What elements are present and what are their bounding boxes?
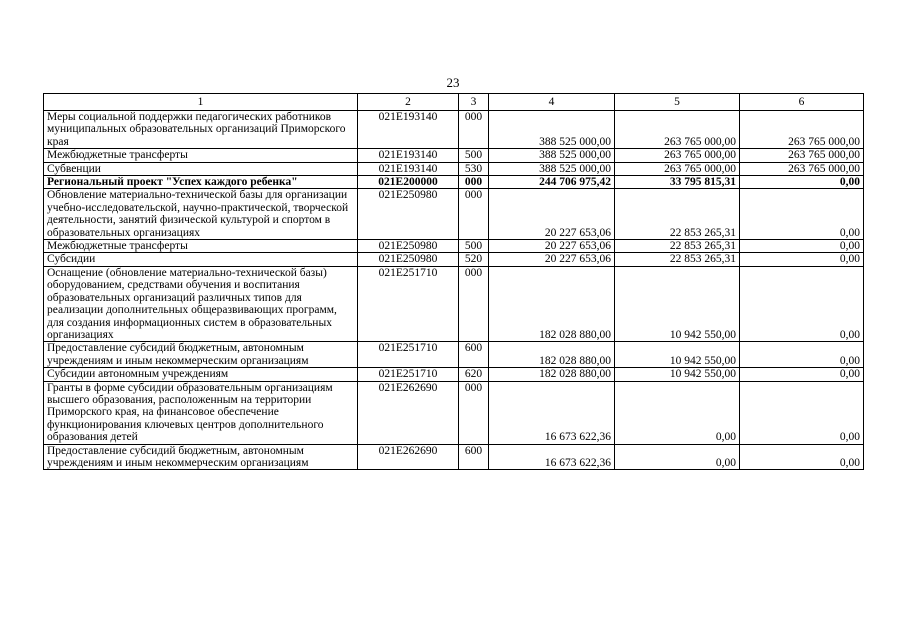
table-row — [44, 162, 864, 175]
row-value-col6: 0,00 — [740, 240, 864, 253]
row-type-cell: 500 — [459, 149, 489, 162]
table-body — [44, 111, 864, 470]
row-value-col4: 182 028 880,00 — [489, 342, 615, 368]
row-type-cell: 600 — [459, 342, 489, 368]
column-header: 3 — [459, 94, 489, 111]
row-type-cell: 000 — [459, 176, 489, 189]
row-code-cell: 021E200000 — [358, 176, 459, 189]
row-value-col5: 10 942 550,00 — [615, 342, 740, 368]
row-name-cell: Предоставление субсидий бюджетным, автономным учреждениям и иным некоммерческим организациям — [44, 342, 358, 368]
row-value-col5: 0,00 — [615, 381, 740, 444]
table-row — [44, 149, 864, 162]
row-type-cell: 500 — [459, 240, 489, 253]
row-name-cell: Межбюджетные трансферты — [44, 240, 358, 253]
row-value-col4: 388 525 000,00 — [489, 111, 615, 149]
row-name-cell: Оснащение (обновление материально-технической базы) оборудованием, средствами обучения и воспитания образовательных организаций различных типов для реализации дополнительных общеразвивающих программ, для создания информационных систем в образовательных организациях — [44, 266, 358, 341]
row-value-col4: 388 525 000,00 — [489, 149, 615, 162]
table-row — [44, 240, 864, 253]
table-row — [44, 189, 864, 240]
row-type-cell: 000 — [459, 189, 489, 240]
row-code-cell: 021E250980 — [358, 253, 459, 266]
table-row — [44, 342, 864, 368]
row-value-col5: 22 853 265,31 — [615, 253, 740, 266]
row-value-col5: 33 795 815,31 — [615, 176, 740, 189]
row-name-cell: Предоставление субсидий бюджетным, автономным учреждениям и иным некоммерческим организациям — [44, 444, 358, 470]
row-value-col5: 22 853 265,31 — [615, 189, 740, 240]
row-value-col4: 388 525 000,00 — [489, 162, 615, 175]
row-name-cell: Обновление материально-технической базы для организации учебно-исследовательской, научно-практической, творческой деятельности, занятий физической культурой и спортом в образовательных организациях — [44, 189, 358, 240]
row-name-cell: Субсидии автономным учреждениям — [44, 368, 358, 381]
column-header: 2 — [358, 94, 459, 111]
row-type-cell: 000 — [459, 381, 489, 444]
row-value-col5: 10 942 550,00 — [615, 266, 740, 341]
row-type-cell: 000 — [459, 266, 489, 341]
table-row — [44, 444, 864, 470]
row-code-cell: 021E193140 — [358, 162, 459, 175]
table-row — [44, 176, 864, 189]
row-value-col6: 0,00 — [740, 381, 864, 444]
row-name-cell: Субвенции — [44, 162, 358, 175]
row-type-cell: 600 — [459, 444, 489, 470]
budget-table — [43, 93, 864, 470]
row-code-cell: 021E262690 — [358, 381, 459, 444]
row-value-col6: 263 765 000,00 — [740, 162, 864, 175]
row-code-cell: 021E250980 — [358, 240, 459, 253]
column-header: 5 — [615, 94, 740, 111]
row-value-col6: 263 765 000,00 — [740, 111, 864, 149]
row-value-col5: 10 942 550,00 — [615, 368, 740, 381]
row-code-cell: 021E251710 — [358, 368, 459, 381]
row-code-cell: 021E250980 — [358, 189, 459, 240]
column-header: 6 — [740, 94, 864, 111]
row-value-col4: 20 227 653,06 — [489, 240, 615, 253]
row-value-col6: 0,00 — [740, 253, 864, 266]
row-type-cell: 000 — [459, 111, 489, 149]
row-name-cell: Региональный проект "Успех каждого ребенка" — [44, 176, 358, 189]
row-value-col6: 0,00 — [740, 189, 864, 240]
page-number: 23 — [446, 75, 460, 90]
row-value-col4: 182 028 880,00 — [489, 266, 615, 341]
row-value-col4: 20 227 653,06 — [489, 253, 615, 266]
table-header-row — [44, 94, 864, 111]
row-value-col5: 263 765 000,00 — [615, 149, 740, 162]
row-type-cell: 520 — [459, 253, 489, 266]
row-name-cell: Субсидии — [44, 253, 358, 266]
row-code-cell: 021E193140 — [358, 111, 459, 149]
row-value-col6: 0,00 — [740, 342, 864, 368]
table-row — [44, 381, 864, 444]
row-value-col6: 0,00 — [740, 176, 864, 189]
row-value-col4: 16 673 622,36 — [489, 381, 615, 444]
table-row — [44, 111, 864, 149]
row-value-col6: 0,00 — [740, 444, 864, 470]
row-value-col6: 0,00 — [740, 368, 864, 381]
table-row — [44, 266, 864, 341]
row-value-col5: 0,00 — [615, 444, 740, 470]
row-value-col4: 16 673 622,36 — [489, 444, 615, 470]
row-code-cell: 021E193140 — [358, 149, 459, 162]
row-value-col5: 22 853 265,31 — [615, 240, 740, 253]
row-value-col6: 0,00 — [740, 266, 864, 341]
row-code-cell: 021E251710 — [358, 342, 459, 368]
row-name-cell: Гранты в форме субсидии образовательным организациям высшего образования, расположенным на территории Приморского края, на финансовое обеспечение функционирования ключевых центров дополнительного образования детей — [44, 381, 358, 444]
row-value-col6: 263 765 000,00 — [740, 149, 864, 162]
row-value-col5: 263 765 000,00 — [615, 162, 740, 175]
row-name-cell: Меры социальной поддержки педагогических работников муниципальных образовательных организаций Приморского края — [44, 111, 358, 149]
table-row — [44, 253, 864, 266]
row-type-cell: 530 — [459, 162, 489, 175]
row-value-col4: 244 706 975,42 — [489, 176, 615, 189]
row-type-cell: 620 — [459, 368, 489, 381]
row-value-col4: 182 028 880,00 — [489, 368, 615, 381]
row-code-cell: 021E251710 — [358, 266, 459, 341]
row-code-cell: 021E262690 — [358, 444, 459, 470]
row-value-col4: 20 227 653,06 — [489, 189, 615, 240]
table-row — [44, 368, 864, 381]
column-header: 1 — [44, 94, 358, 111]
column-header: 4 — [489, 94, 615, 111]
row-name-cell: Межбюджетные трансферты — [44, 149, 358, 162]
row-value-col5: 263 765 000,00 — [615, 111, 740, 149]
